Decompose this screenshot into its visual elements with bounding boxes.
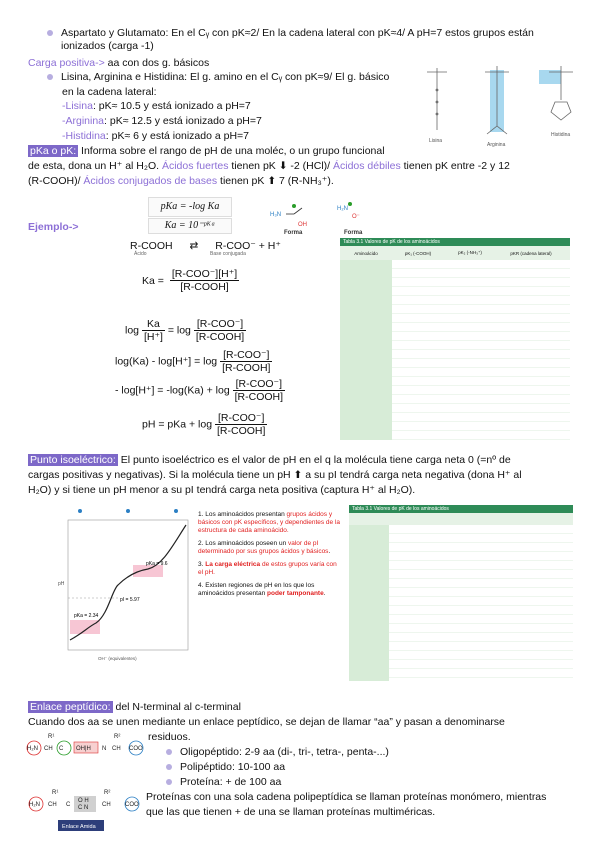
l5-lhs: pH = pKa + log — [142, 418, 213, 431]
reaction-arrow: ⇄ — [189, 240, 199, 252]
intro-bullet — [47, 27, 581, 53]
svg-text:H₃N: H₃N — [270, 212, 282, 218]
carga-positiva-heading — [28, 57, 209, 70]
reaction-right-sub: Base conjugada — [210, 251, 246, 257]
pk-table-2-header — [349, 513, 573, 525]
lisina-line — [62, 100, 251, 113]
pi-list-1b: grupos ácidos y básicos con pK específicos — [198, 511, 333, 526]
pka-formula-box: pKa = -log Ka — [148, 197, 232, 217]
pk-table-1-h3: pKR (cadena lateral) — [510, 250, 552, 256]
pi-list — [198, 511, 343, 598]
ka-equation — [142, 268, 239, 293]
forma-label-1: Forma — [284, 230, 303, 236]
pi-list-2c: . — [328, 548, 331, 555]
pka-text2b: tienen pK ⬇ -2 (HCl)/ — [228, 160, 333, 172]
enlace-bullet-2 — [166, 761, 285, 774]
svg-text:H₂N: H₂N — [27, 746, 38, 752]
svg-text:H₂N: H₂N — [29, 802, 40, 808]
svg-text:R²: R² — [104, 790, 111, 796]
pi-list-3c: de estos grupos varía con el pH. — [198, 561, 337, 576]
log-num: [R-COO⁻] — [194, 318, 246, 331]
histidina-line — [62, 130, 249, 143]
l4-lhs: - log[H⁺] = -log(Ka) + log — [115, 384, 230, 397]
svg-text:R¹: R¹ — [52, 790, 59, 796]
log-pre: log — [125, 324, 140, 337]
reaction — [130, 240, 281, 253]
svg-text:C: C — [59, 746, 64, 752]
svg-text:C: C — [66, 802, 71, 808]
reaction-left-sub: Ácido — [134, 251, 147, 257]
l5-num: [R-COO⁻] — [215, 412, 267, 425]
bullet-icon — [166, 749, 172, 755]
log-equation-3 — [115, 349, 272, 374]
pka-text2a: de esta, dona un H⁺ al H₂O. — [28, 160, 162, 172]
enlace-text2: Cuando dos aa se unen mediante un enlace peptídico, se dejan de llamar “aa” y pasan a denominarse — [28, 716, 505, 728]
svg-text:CH: CH — [44, 746, 53, 752]
pi-list-1c: , y dependientes de la estructura de cada aminoácido. — [198, 519, 341, 534]
enlace-bullet-3 — [166, 776, 281, 789]
pka-text3b: tienen pK ⬆ 7 (R-NH₃⁺). — [217, 175, 334, 187]
l3-lhs: log(Ka) - log[H⁺] = log — [115, 355, 218, 368]
lisina-bullet-cont: en la cadena lateral: — [62, 86, 157, 98]
pi-list-item-4: 4. Existen regiones de pH en los que los aminoácidos presentan poder tamponante. — [198, 582, 326, 597]
enlace-text3: residuos. — [148, 731, 191, 743]
enlace-text5: que las que tienen + de una se llaman proteínas multiméricas. — [146, 806, 436, 818]
pka-line3 — [28, 175, 334, 188]
l3-den: [R-COOH] — [222, 362, 271, 374]
pk-table-2 — [349, 505, 573, 681]
graph-label-pka2: pKa = 9.6 — [146, 561, 168, 567]
histidina-rest: : pK≈ 6 y está ionizado a pH=7 — [105, 130, 249, 142]
arginina-structure — [485, 66, 509, 134]
enlace-line1 — [28, 701, 241, 714]
pi-list-item-2: 2. Los aminoácidos poseen un valor de pI determinado por sus grupos ácidos y básicos. — [198, 540, 331, 555]
svg-text:O⁻: O⁻ — [352, 214, 360, 220]
bullet-icon — [166, 764, 172, 770]
svg-text:O H: O H — [78, 798, 89, 804]
enlace-bullet-3-text: Proteína: + de 100 aa — [180, 776, 282, 788]
pk-table-2-title: Tabla 3.1 Valores de pK de los aminoácidos — [349, 505, 573, 513]
svg-text:CH: CH — [102, 802, 111, 808]
pk-table-1 — [340, 238, 570, 444]
pi-list-2b: valor de pI determinado por sus grupos ácidos y básicos — [198, 540, 329, 555]
enlace-amida-label: Enlace Amida — [62, 824, 96, 830]
arginina-name: -Arginina — [62, 115, 105, 127]
svg-text:OH|H: OH|H — [76, 746, 91, 752]
pk-table-2-body — [349, 525, 573, 681]
log-lhs-den: [H⁺] — [143, 331, 163, 343]
svg-text:CH: CH — [48, 802, 57, 808]
bullet-icon — [47, 74, 53, 80]
ka-denominator: [R-COOH] — [180, 281, 229, 293]
ejemplo-label: Ejemplo-> — [28, 221, 79, 233]
pk-table-1-h0: Aminoácido — [354, 250, 378, 256]
graph-x-label: OH⁻ (equivalentes) — [98, 656, 137, 661]
enlace-bullet-1-text: Oligopéptido: 2-9 aa (di-, tri-, tetra-, penta-...) — [180, 746, 389, 758]
reaction-left: R-COOH — [130, 240, 173, 252]
l3-num: [R-COO⁻] — [220, 349, 272, 362]
carga-positiva-title: Carga positiva-> — [28, 57, 105, 69]
pi-list-item-3: 3. La carga eléctrica de estos grupos varía con el pH. — [198, 561, 337, 576]
svg-text:C N: C N — [78, 805, 89, 811]
punto-text1: El punto isoeléctrico es el valor de pH en el q la molécula tiene carga neta 0 (=nº de — [117, 454, 511, 466]
forma-label-2: Forma — [344, 230, 363, 236]
arginina-rest: : pK≈ 12.5 y está ionizado a pH=7 — [104, 115, 262, 127]
enlace-text1: del N-terminal al c-terminal — [112, 701, 241, 713]
svg-text:COO: COO — [125, 802, 139, 808]
acidos-debiles: Ácidos débiles — [333, 160, 401, 172]
log-den: [R-COOH] — [195, 331, 245, 343]
arginina-line — [62, 115, 262, 128]
svg-text:R²: R² — [114, 734, 121, 740]
enlace-text4: Proteínas con una sola cadena polipeptídica se llaman proteínas monómero, mientras — [146, 791, 547, 803]
log-lhs-num: Ka — [142, 318, 165, 331]
titration-graph — [28, 505, 198, 665]
bullet-icon — [47, 30, 53, 36]
enlace-bullet-1 — [166, 746, 389, 759]
graph-label-pi: pI = 5.97 — [120, 597, 140, 603]
pka-text2c: tienen pK entre -2 y 12 — [400, 160, 510, 172]
amino-acid-structures — [415, 60, 590, 152]
intro-bullet-text: Aspartato y Glutamato: En el Cᵧ con pK≈2/ En la cadena lateral con pK≈4/ A pH=7 estos grupos están ionizados (carga -1) — [61, 27, 534, 52]
pk-table-1-h1: pK₁ (-COOH) — [404, 250, 432, 256]
histidina-name: -Histidina — [62, 130, 106, 142]
carga-positiva-rest: aa con dos g. básicos — [104, 57, 210, 69]
punto-line1 — [28, 454, 511, 467]
log-equation — [125, 318, 246, 343]
svg-text:N: N — [102, 746, 107, 752]
pk-table-1-body — [340, 260, 570, 440]
pka-line2 — [28, 160, 510, 173]
svg-text:CH: CH — [112, 746, 121, 752]
svg-text:OH: OH — [298, 222, 307, 228]
lisina-name: -Lisina — [62, 100, 93, 112]
lisina-rest: : pK≈ 10.5 y está ionizado a pH=7 — [92, 100, 251, 112]
bullet-icon — [166, 779, 172, 785]
forma-structures — [262, 198, 372, 236]
graph-label-pka1: pKa = 2.34 — [74, 613, 99, 619]
enlace-heading: Enlace peptídico: — [30, 701, 111, 713]
l5-den: [R-COOH] — [216, 425, 266, 437]
pi-list-2a: Los aminoácidos poseen un — [205, 540, 288, 547]
pka-text3a: (R-COOH)/ — [28, 175, 84, 187]
lisina-structure — [427, 68, 447, 130]
pka-heading: pKa o pK: — [30, 145, 77, 157]
ka-formula-box: Ka = 10⁻ᵖᴷᵃ — [148, 218, 232, 234]
lisina-bullet — [47, 71, 389, 84]
punto-heading: Punto isoeléctrico: — [30, 454, 116, 466]
svg-text:H₂N: H₂N — [337, 206, 348, 212]
pi-list-4a: Existen regiones de pH en los que los aminoácidos presentan — [198, 582, 315, 597]
reaction-right: R-COO⁻ + H⁺ — [215, 240, 281, 252]
peptide-diagram — [22, 728, 150, 836]
punto-text2: cargas positivas y negativas). Si la molécula tiene un pH ⬆ a su pI tendrá carga neta negativa (dona H⁺ al — [28, 469, 522, 481]
l4-num: [R-COO⁻] — [233, 378, 285, 391]
arginina-label: Arginina — [487, 142, 506, 148]
log-eq: = log — [167, 324, 191, 337]
acidos-fuertes: Ácidos fuertes — [161, 160, 229, 172]
lisina-bullet-text: Lisina, Arginina e Histidina: El g. amino en el Cᵧ con pK≈9/ El g. básico — [61, 71, 390, 83]
l4-den: [R-COOH] — [234, 391, 284, 403]
lisina-label: Lisina — [429, 138, 443, 144]
pi-list-3b: La carga eléctrica — [205, 561, 261, 568]
histidina-label: Histidina — [551, 132, 571, 138]
pka-text1: Informa sobre el rango de pH de una moléc, o un grupo funcional — [78, 145, 385, 157]
pka-line1 — [28, 145, 385, 158]
punto-text3: H₂O) y si tiene un pH menor a su pI tendrá carga neta positiva (captura H⁺ al H₂O). — [28, 484, 416, 496]
ka-lhs: Ka = — [142, 274, 164, 287]
acidos-conjugados: Ácidos conjugados de bases — [83, 175, 218, 187]
log-equation-4 — [115, 378, 285, 403]
pi-list-4b: poder tamponante — [267, 590, 324, 597]
svg-text:R¹: R¹ — [48, 734, 55, 740]
pk-table-1-title: Tabla 3.1 Valores de pK de los aminoácidos — [340, 238, 570, 246]
graph-y-label: pH — [58, 581, 65, 587]
pi-list-4c: . — [323, 590, 326, 597]
pi-list-1a: Los aminoácidos presentan — [205, 511, 287, 518]
enlace-bullet-2-text: Polipéptido: 10-100 aa — [180, 761, 286, 773]
ka-numerator: [R-COO⁻][H⁺] — [171, 268, 238, 280]
pk-table-1-h2: pK₂ (-NH₃⁺) — [458, 250, 482, 255]
henderson-equation — [142, 412, 267, 437]
svg-text:COO: COO — [129, 746, 143, 752]
pi-list-item-1: 1. Los aminoácidos presentan grupos ácidos y básicos con pK específicos, y dependientes de la estructura de cada aminoácido. — [198, 511, 341, 534]
